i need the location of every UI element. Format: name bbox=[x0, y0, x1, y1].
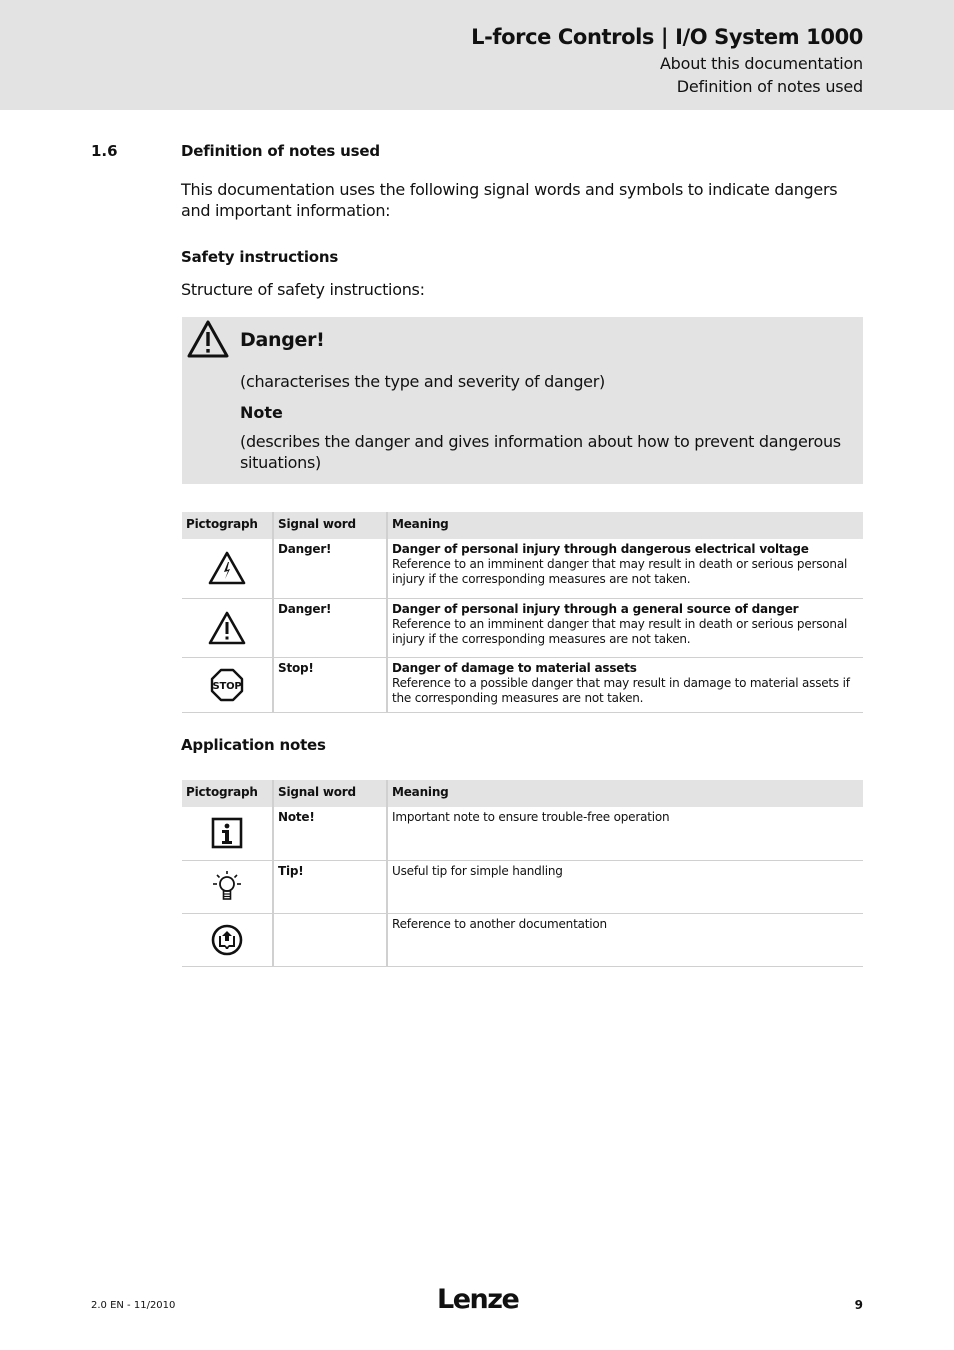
table-header-row bbox=[182, 512, 863, 539]
pictograph-cell bbox=[182, 860, 273, 913]
column-header-signal-word: Signal word bbox=[273, 780, 387, 807]
signal-word-cell: Stop! bbox=[273, 657, 387, 712]
meaning-text: Reference to a possible danger that may result in damage to material assets if the corresponding measures are not taken. bbox=[392, 675, 850, 705]
meaning-cell bbox=[387, 539, 863, 598]
signal-word-cell: Note! bbox=[273, 807, 387, 860]
lenze-logo: Lenze bbox=[437, 1284, 519, 1315]
signal-word-cell: Tip! bbox=[273, 860, 387, 913]
section-number: 1.6 bbox=[91, 142, 118, 160]
meaning-text: Reference to an imminent danger that may result in death or serious personal injury if the corresponding measures are not taken. bbox=[392, 557, 848, 586]
meaning-title: Danger of personal injury through a general source of danger bbox=[392, 601, 799, 616]
table-row bbox=[182, 657, 863, 712]
application-notes-heading: Application notes bbox=[181, 736, 326, 754]
lightbulb-tip-icon bbox=[209, 869, 245, 905]
info-icon bbox=[211, 817, 243, 849]
danger-note-label: Note bbox=[240, 403, 283, 422]
column-header-meaning: Meaning bbox=[387, 780, 863, 807]
stop-sign-icon bbox=[210, 668, 244, 702]
meaning-title: Danger of damage to material assets bbox=[392, 660, 637, 675]
reference-book-icon bbox=[210, 923, 244, 957]
column-header-pictograph: Pictograph bbox=[182, 512, 273, 539]
column-header-meaning: Meaning bbox=[387, 512, 863, 539]
meaning-cell: Reference to another documentation bbox=[387, 913, 863, 966]
meaning-title: Danger of personal injury through dangerous electrical voltage bbox=[392, 542, 809, 556]
pictograph-cell bbox=[182, 807, 273, 860]
application-notes-table bbox=[182, 780, 863, 967]
chapter-title: About this documentation bbox=[659, 54, 863, 73]
danger-example-box bbox=[182, 317, 863, 484]
general-danger-warning-icon bbox=[208, 611, 246, 645]
column-header-signal-word: Signal word bbox=[273, 512, 387, 539]
pictograph-cell bbox=[182, 913, 273, 966]
pictograph-cell bbox=[182, 657, 273, 712]
table-row bbox=[182, 539, 863, 598]
table-row bbox=[182, 598, 863, 657]
electrical-voltage-warning-icon bbox=[208, 551, 246, 585]
document-title: L-force Controls | I/O System 1000 bbox=[471, 25, 863, 49]
meaning-cell: Important note to ensure trouble-free operation bbox=[387, 807, 863, 860]
section-breadcrumb: Definition of notes used bbox=[676, 77, 863, 96]
document-version: 2.0 EN - 11/2010 bbox=[91, 1300, 176, 1311]
pictograph-cell bbox=[182, 539, 273, 598]
table-header-row bbox=[182, 780, 863, 807]
danger-describes-text: (describes the danger and gives information about how to prevent dangerous situations) bbox=[240, 432, 841, 472]
signal-word-cell: Danger! bbox=[273, 598, 387, 657]
page-header bbox=[0, 0, 954, 110]
meaning-text: Reference to an imminent danger that may result in death or serious personal injury if the corresponding measures are not taken. bbox=[392, 616, 848, 646]
column-header-pictograph: Pictograph bbox=[182, 780, 273, 807]
meaning-cell: Useful tip for simple handling bbox=[387, 860, 863, 913]
signal-word-cell bbox=[273, 913, 387, 966]
table-row bbox=[182, 860, 863, 913]
structure-text: Structure of safety instructions: bbox=[181, 280, 425, 299]
meaning-cell bbox=[387, 657, 863, 712]
pictograph-cell bbox=[182, 598, 273, 657]
signal-word-cell: Danger! bbox=[273, 539, 387, 598]
danger-characterises-text: (characterises the type and severity of danger) bbox=[240, 372, 605, 391]
meaning-cell bbox=[387, 598, 863, 657]
table-row bbox=[182, 913, 863, 966]
intro-paragraph: This documentation uses the following signal words and symbols to indicate dangers and important information: bbox=[181, 180, 838, 220]
warning-triangle-icon bbox=[186, 319, 230, 359]
section-title: Definition of notes used bbox=[181, 142, 380, 160]
stop-sign-label: STOP bbox=[212, 680, 242, 692]
safety-instructions-heading: Safety instructions bbox=[181, 248, 339, 266]
table-row bbox=[182, 807, 863, 860]
page-number: 9 bbox=[854, 1298, 863, 1312]
safety-notes-table bbox=[182, 512, 863, 713]
danger-title: Danger! bbox=[240, 329, 325, 351]
